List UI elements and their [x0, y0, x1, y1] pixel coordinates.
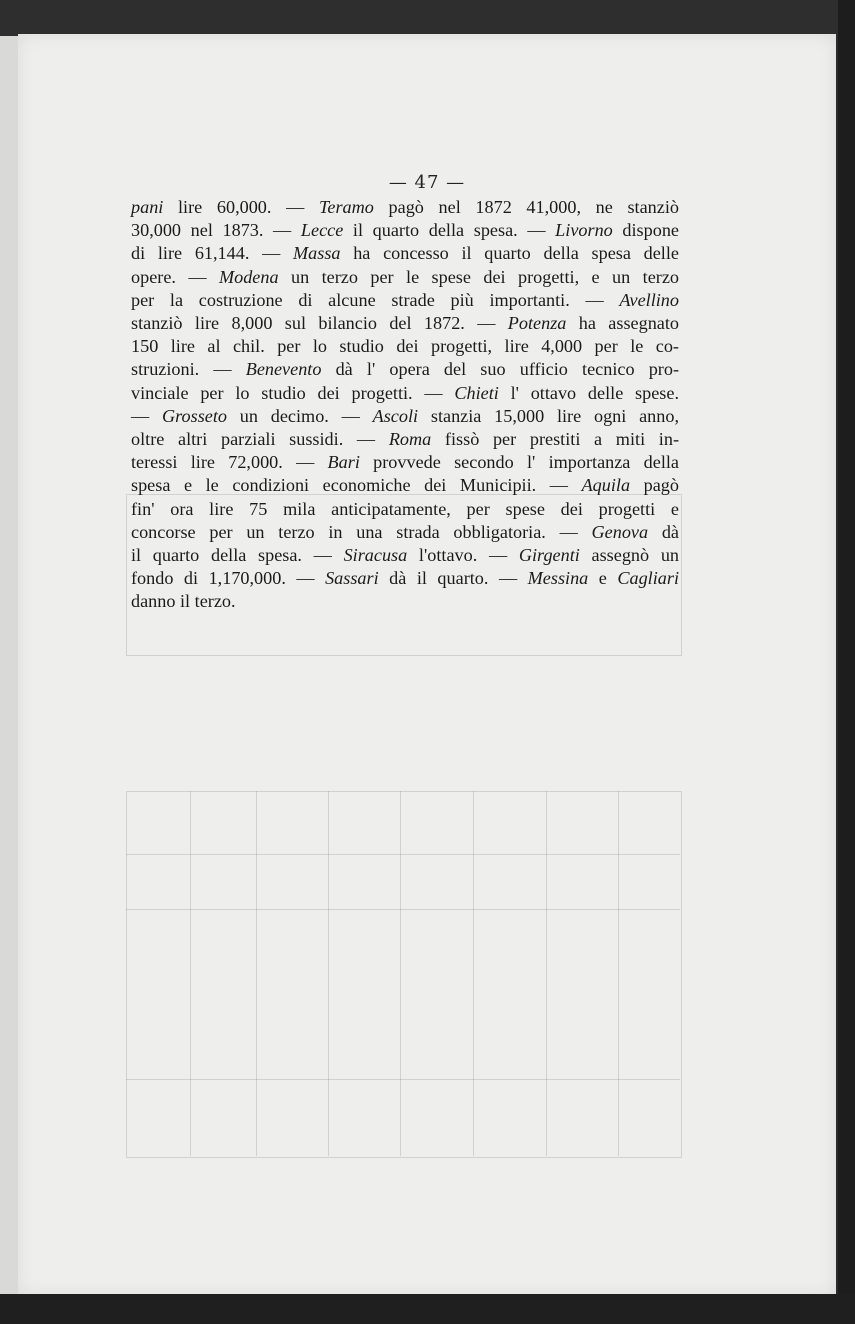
- scan-bottom-edge: [0, 1294, 855, 1324]
- text-run: lire 60,000. —: [163, 197, 319, 217]
- place-name: Siracusa: [343, 545, 408, 566]
- text-run: pagò nel 1872 41,000, ne stanziò: [373, 197, 679, 217]
- text-line: [131, 335, 679, 358]
- place-name: Lecce: [300, 220, 344, 241]
- place-name: Modena: [218, 266, 279, 287]
- text-run: teressi lire 72,000. —: [131, 452, 328, 473]
- scan-left-edge: [0, 0, 20, 1324]
- text-run: pagò: [630, 475, 679, 496]
- bleed-through-rule: [400, 791, 401, 1156]
- text-run: opere. —: [131, 266, 219, 287]
- text-run: per la costruzione di alcune strade più importanti. —: [131, 289, 620, 310]
- page-number: — 47 —: [388, 172, 466, 193]
- place-name: Grosseto: [161, 405, 227, 426]
- book-page: [18, 34, 836, 1296]
- place-name: Messina: [527, 568, 589, 589]
- text-run: dà l' opera del suo ufficio tecnico pro-: [321, 359, 679, 380]
- text-run: l' ottavo delle spese.: [498, 382, 679, 403]
- scan-right-edge: [838, 0, 855, 1324]
- text-line: [131, 242, 679, 265]
- bleed-through-rule: [256, 791, 257, 1156]
- place-name: Roma: [388, 429, 432, 450]
- bleed-through-rule: [126, 1079, 680, 1080]
- text-run: struzioni. —: [131, 359, 246, 380]
- place-name: Cagliari: [617, 568, 679, 589]
- text-line: [131, 312, 679, 335]
- text-run: vinciale per lo studio dei progetti. —: [131, 382, 455, 403]
- text-line: [131, 567, 679, 590]
- place-name: Benevento: [245, 359, 322, 380]
- text-run: stanzia 15,000 lire ogni anno,: [418, 405, 679, 426]
- place-name: Avellino: [619, 289, 679, 310]
- text-run: e: [588, 568, 618, 589]
- scan-top-edge: [0, 0, 855, 36]
- text-run: fissò per prestiti a miti in-: [431, 429, 680, 450]
- text-run: stanziò lire 8,000 sul bilancio del 1872. —: [131, 313, 508, 334]
- text-line: [131, 428, 679, 451]
- text-run: danno il terzo.: [131, 591, 236, 612]
- bleed-through-rule: [126, 854, 680, 855]
- text-run: provvede secondo l' importanza della: [359, 452, 679, 473]
- text-run: ha assegnato: [566, 313, 680, 334]
- text-run: oltre altri parziali sussidi. —: [131, 429, 389, 450]
- text-run: fin' ora lire 75 mila anticipatamente, per spese dei progetti e: [131, 498, 679, 519]
- body-paragraph: [131, 196, 679, 614]
- text-line: [131, 405, 679, 428]
- text-run: assegnò un: [579, 545, 680, 566]
- place-name: Aquila: [581, 475, 631, 496]
- text-run: spesa e le condizioni economiche dei Municipii. —: [131, 475, 582, 496]
- place-name: Chieti: [454, 382, 499, 403]
- text-run: di lire 61,144. —: [131, 243, 293, 264]
- text-run: il quarto della spesa. —: [131, 545, 344, 566]
- place-name: Girgenti: [518, 545, 580, 566]
- place-name: Potenza: [507, 313, 567, 334]
- text-run: ha concesso il quarto della spesa delle: [340, 243, 679, 264]
- text-line: [131, 219, 679, 242]
- text-run: 150 lire al chil. per lo studio dei progetti, lire 4,000 per le co-: [131, 336, 679, 357]
- text-run: l'ottavo. —: [407, 545, 519, 566]
- text-line: [131, 474, 679, 497]
- bleed-through-rule: [126, 909, 680, 910]
- place-name: Sassari: [325, 568, 379, 589]
- text-run: 30,000 nel 1873. —: [131, 220, 301, 241]
- text-run: dà: [648, 521, 680, 542]
- bleed-through-rule: [190, 791, 191, 1156]
- place-name: Teramo: [318, 197, 374, 217]
- text-run: fondo di 1,170,000. —: [131, 568, 326, 589]
- text-line: [131, 498, 679, 521]
- text-line: [131, 358, 679, 381]
- text-line: [131, 544, 679, 567]
- text-line: [131, 266, 679, 289]
- bleed-through-rule: [546, 791, 547, 1156]
- text-line: [131, 590, 679, 613]
- bleed-through-rule: [618, 791, 619, 1156]
- text-run: un terzo per le spese dei progetti, e un terzo: [278, 266, 679, 287]
- bleed-through-rule: [473, 791, 474, 1156]
- text-run: un decimo. —: [227, 405, 373, 426]
- text-run: il quarto della spesa. —: [343, 220, 556, 241]
- bleed-through-table: [126, 791, 682, 1158]
- bleed-through-rule: [328, 791, 329, 1156]
- text-run: —: [131, 405, 162, 426]
- place-name: Ascoli: [372, 405, 419, 426]
- text-line: [131, 382, 679, 405]
- text-line: [131, 451, 679, 474]
- text-run: concorse per un terzo in una strada obbligatoria. —: [131, 521, 592, 542]
- text-line: [131, 521, 679, 544]
- place-name: Livorno: [555, 220, 613, 241]
- place-name: Bari: [327, 452, 360, 473]
- place-name: pani: [131, 197, 164, 217]
- place-name: Genova: [591, 521, 649, 542]
- text-line: [131, 196, 679, 219]
- place-name: Massa: [293, 243, 341, 264]
- text-run: dispone: [612, 220, 679, 241]
- text-run: dà il quarto. —: [378, 568, 528, 589]
- text-line: [131, 289, 679, 312]
